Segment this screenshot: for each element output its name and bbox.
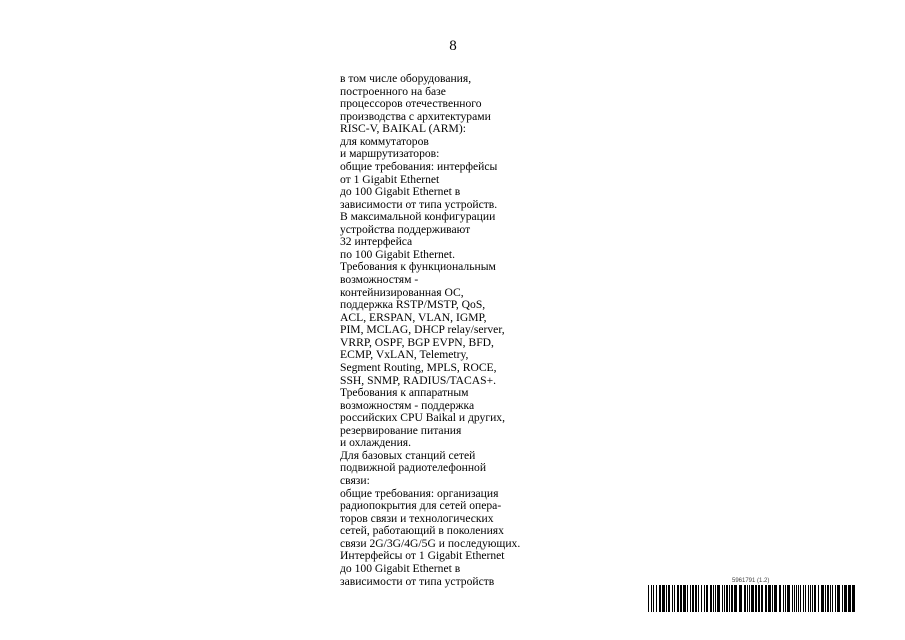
text-line: контейнизированная ОС, bbox=[340, 285, 464, 299]
barcode-bar bbox=[808, 585, 809, 612]
text-line: в том числе оборудования, bbox=[340, 72, 472, 85]
barcode-bar bbox=[774, 585, 777, 612]
barcode-bar bbox=[755, 585, 757, 612]
barcode-bar bbox=[651, 585, 652, 612]
text-line: и маршрутизаторов: bbox=[340, 147, 440, 161]
barcode-bar bbox=[706, 585, 708, 612]
barcode-bar bbox=[680, 585, 682, 612]
barcode-label: 5961791 (1.2) bbox=[732, 578, 770, 584]
barcode-bar bbox=[751, 585, 754, 612]
barcode-bar bbox=[768, 585, 771, 612]
barcode-bar bbox=[772, 585, 773, 612]
text-line: Для базовых станций сетей bbox=[340, 448, 476, 462]
barcode-bar bbox=[698, 585, 699, 612]
text-line: ECMP, VxLAN, Telemetry, bbox=[340, 348, 469, 362]
barcode-bar bbox=[827, 585, 829, 612]
text-line: Segment Routing, MPLS, ROCE, bbox=[340, 360, 497, 374]
barcode-bar bbox=[848, 585, 851, 612]
barcode-bar bbox=[747, 585, 748, 612]
barcode-bar bbox=[837, 585, 840, 612]
barcode-bar bbox=[692, 585, 694, 612]
barcode-bar bbox=[761, 585, 763, 612]
barcode-bar bbox=[800, 585, 801, 612]
barcode-bar bbox=[726, 585, 728, 612]
text-line: связи 2G/3G/4G/5G и последующих. bbox=[340, 536, 521, 550]
barcode-bar bbox=[821, 585, 824, 612]
text-line: и охлаждения. bbox=[340, 436, 412, 450]
barcode-bar bbox=[765, 585, 767, 612]
barcode-bar bbox=[668, 585, 670, 612]
barcode-bar bbox=[830, 585, 831, 612]
barcode-bar bbox=[794, 585, 795, 612]
text-line: устройства поддерживают bbox=[340, 222, 471, 236]
barcode-bar bbox=[852, 585, 855, 612]
barcode-bar bbox=[695, 585, 697, 612]
barcode-image bbox=[648, 585, 858, 612]
barcode-bar bbox=[715, 585, 716, 612]
barcode-bar bbox=[674, 585, 675, 612]
text-line: 32 интерфейса bbox=[340, 235, 413, 249]
barcode-bar bbox=[690, 585, 691, 612]
text-line: для коммутаторов bbox=[340, 134, 429, 148]
barcode-bar bbox=[722, 585, 723, 612]
text-line: российских CPU Baikal и других, bbox=[340, 411, 505, 425]
barcode-bar bbox=[818, 585, 819, 612]
barcode-bar bbox=[832, 585, 833, 612]
text-line: VRRP, OSPF, BGP EVPN, BFD, bbox=[340, 335, 494, 349]
barcode-bar bbox=[792, 585, 793, 612]
barcode-bar bbox=[713, 585, 714, 612]
text-line: общие требования: интерфейсы bbox=[340, 159, 498, 173]
barcode-bar bbox=[648, 585, 649, 612]
barcode-bar bbox=[739, 585, 742, 612]
text-line: зависимости от типа устройств. bbox=[340, 197, 498, 211]
barcode-bar bbox=[803, 585, 804, 612]
page-number: 8 bbox=[449, 38, 457, 54]
text-line: связи: bbox=[340, 474, 370, 487]
barcode-bar bbox=[672, 585, 673, 612]
barcode-bar bbox=[844, 585, 847, 612]
barcode-bar bbox=[710, 585, 712, 612]
body-text bbox=[340, 73, 540, 588]
barcode-bar bbox=[798, 585, 799, 612]
text-line: от 1 Gigabit Ethernet bbox=[340, 172, 440, 186]
barcode-bar bbox=[683, 585, 686, 612]
text-line: RISC-V, BAIKAL (ARM): bbox=[340, 122, 466, 136]
text-line: радиопокрытия для сетей опера- bbox=[340, 499, 502, 513]
barcode-bar bbox=[717, 585, 720, 612]
text-line: возможностям - bbox=[340, 273, 419, 286]
text-line: общие требования: организация bbox=[340, 486, 499, 500]
barcode-bar bbox=[666, 585, 667, 612]
barcode-bar bbox=[814, 585, 816, 612]
barcode-bar bbox=[656, 585, 657, 612]
barcode-bar bbox=[731, 585, 733, 612]
text-line: поддержка RSTP/MSTP, QoS, bbox=[340, 298, 486, 312]
barcode-bar bbox=[779, 585, 781, 612]
barcode-bar bbox=[842, 585, 843, 612]
barcode-bar bbox=[701, 585, 702, 612]
barcode-bar bbox=[662, 585, 665, 612]
text-line: PIM, MCLAG, DHCP relay/server, bbox=[340, 323, 505, 337]
barcode-bar bbox=[687, 585, 688, 612]
text-line: Интерфейсы от 1 Gigabit Ethernet bbox=[340, 549, 505, 563]
text-line: возможностям - поддержка bbox=[340, 398, 475, 412]
barcode-bar bbox=[812, 585, 813, 612]
text-line: SSH, SNMP, RADIUS/TACAS+. bbox=[340, 373, 497, 387]
barcode-bar bbox=[758, 585, 760, 612]
text-line: зависимости от типа устройств bbox=[340, 574, 495, 588]
barcode-bar bbox=[729, 585, 730, 612]
barcode-bar bbox=[805, 585, 806, 612]
text-line: Требования к функциональным bbox=[340, 260, 496, 274]
text-line: процессоров отечественного bbox=[340, 97, 482, 111]
text-line: В максимальной конфигурации bbox=[340, 210, 496, 224]
barcode-bar bbox=[659, 585, 661, 612]
text-line: подвижной радиотелефонной bbox=[340, 461, 487, 475]
barcode-bar bbox=[704, 585, 705, 612]
text-line: сетей, работающий в поколениях bbox=[340, 524, 504, 538]
text-line: ACL, ERSPAN, VLAN, IGMP, bbox=[340, 310, 487, 324]
barcode-bar bbox=[783, 585, 784, 612]
barcode-bar bbox=[734, 585, 737, 612]
text-line: по 100 Gigabit Ethernet. bbox=[340, 247, 456, 261]
barcode-bar bbox=[810, 585, 811, 612]
barcode-bar bbox=[653, 585, 654, 612]
barcode-bar bbox=[787, 585, 790, 612]
text-line: Требования к аппаратным bbox=[340, 386, 469, 400]
barcode-bar bbox=[785, 585, 786, 612]
barcode-bar bbox=[796, 585, 797, 612]
barcode-bar bbox=[724, 585, 725, 612]
barcode-bar bbox=[825, 585, 826, 612]
barcode-bar bbox=[744, 585, 746, 612]
barcode-bar bbox=[677, 585, 679, 612]
barcode-bar bbox=[749, 585, 750, 612]
barcode-bar bbox=[835, 585, 836, 612]
text-line: до 100 Gigabit Ethernet в bbox=[340, 561, 461, 575]
text-line: производства с архитектурами bbox=[340, 109, 491, 123]
text-line: построенного на базе bbox=[340, 84, 446, 98]
text-line: резервирование питания bbox=[340, 423, 462, 437]
text-line: до 100 Gigabit Ethernet в bbox=[340, 185, 461, 199]
text-line: торов связи и технологических bbox=[340, 511, 494, 525]
